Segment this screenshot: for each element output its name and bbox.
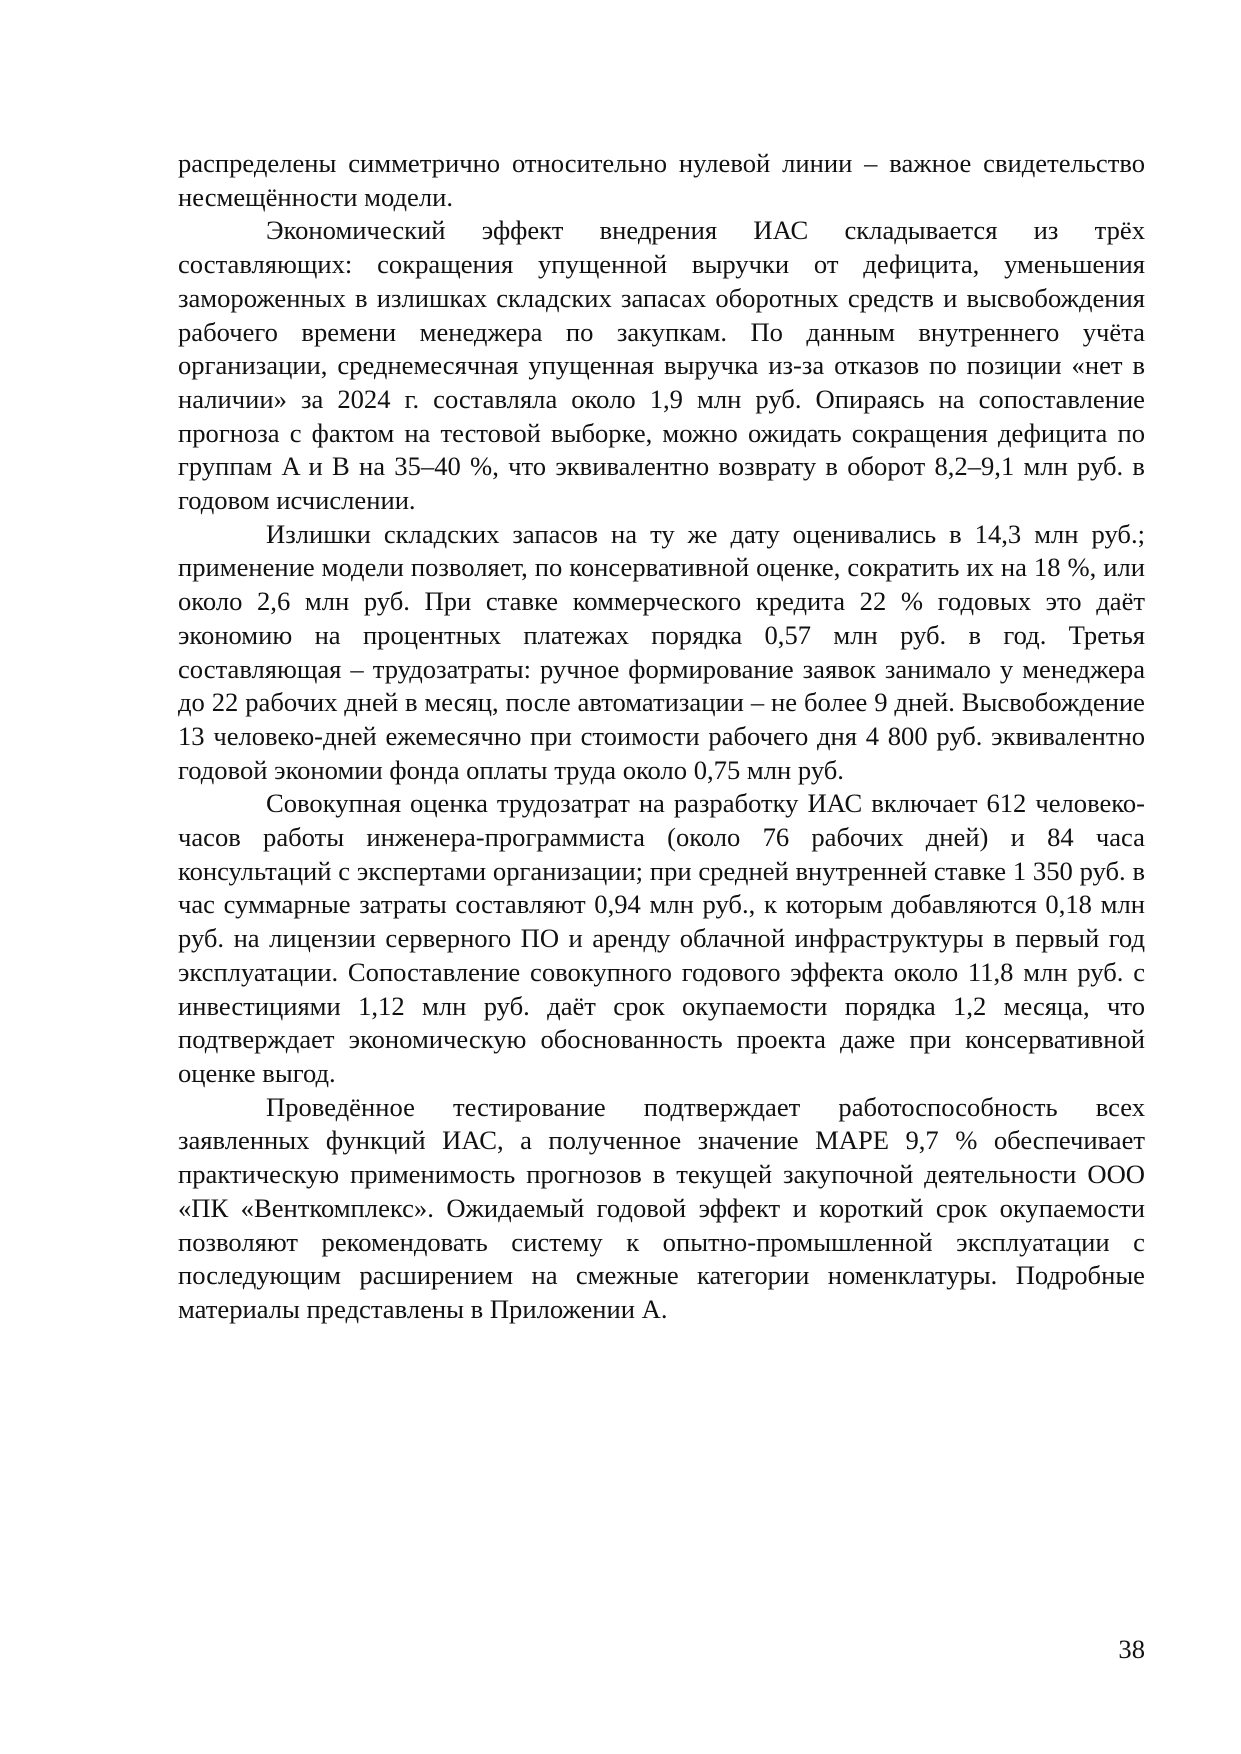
paragraph-conclusion: Проведённое тестирование подтверждает работоспособность всех заявленных функций ИАС, а полученное значение MAPE 9,7 % обеспечивает практическую применимость прогнозов в текущей закупочной деятельности ООО «ПК «Венткомплекс». Ожидаемый годовой эффект и короткий срок окупаемости позволяют рекомендовать систему к опытно-промышленной эксплуатации с последующим расширением на смежные категории номенклатуры. Подробные материалы представлены в Приложении А.: [178, 1091, 1145, 1324]
page-number: 38: [1118, 1634, 1145, 1664]
paragraph-labor-costs: Совокупная оценка трудозатрат на разработку ИАС включает 612 человеко-часов работы инженера-программиста (около 76 рабочих дней) и 84 часа консультаций с экспертами организации; при средней внутренней ставке 1 350 руб. в час суммарные затраты составляют 0,94 млн руб., к которым добавляются 0,18 млн руб. на лицензии серверного ПО и аренду облачной инфраструктуры в первый год эксплуатации. Сопоставление совокупного годового эффекта около 11,8 млн руб. с инвестициями 1,12 млн руб. даёт срок окупаемости порядка 1,2 месяца, что подтверждает экономическую обоснованность проекта даже при консервативной оценке выгод.: [178, 788, 1145, 1088]
page-body: [178, 147, 1145, 1327]
paragraph-continuation: распределены симметрично относительно нулевой линии – важное свидетельство несмещённости модели.: [178, 148, 1145, 212]
paragraph-economic-effect: Экономический эффект внедрения ИАС складывается из трёх составляющих: сокращения упущенной выручки от дефицита, уменьшения замороженных в излишках складских запасах оборотных средств и высвобождения рабочего времени менеджера по закупкам. По данным внутреннего учёта организации, среднемесячная упущенная выручка из-за отказов по позиции «нет в наличии» за 2024 г. составляла около 1,9 млн руб. Опираясь на сопоставление прогноза с фактом на тестовой выборке, можно ожидать сокращения дефицита по группам A и B на 35–40 %, что эквивалентно возврату в оборот 8,2–9,1 млн руб. в годовом исчислении.: [178, 215, 1145, 516]
paragraph-inventory-surplus: Излишки складских запасов на ту же дату оценивались в 14,3 млн руб.; применение модели позволяет, по консервативной оценке, сократить их на 18 %, или около 2,6 млн руб. При ставке коммерческого кредита 22 % годовых это даёт экономию на процентных платежах порядка 0,57 млн руб. в год. Третья составляющая – трудозатраты: ручное формирование заявок занимало у менеджера до 22 рабочих дней в месяц, после автоматизации – не более 9 дней. Высвобождение 13 человеко-дней ежемесячно при стоимости рабочего дня 4 800 руб. эквивалентно годовой экономии фонда оплаты труда около 0,75 млн руб.: [178, 518, 1145, 785]
